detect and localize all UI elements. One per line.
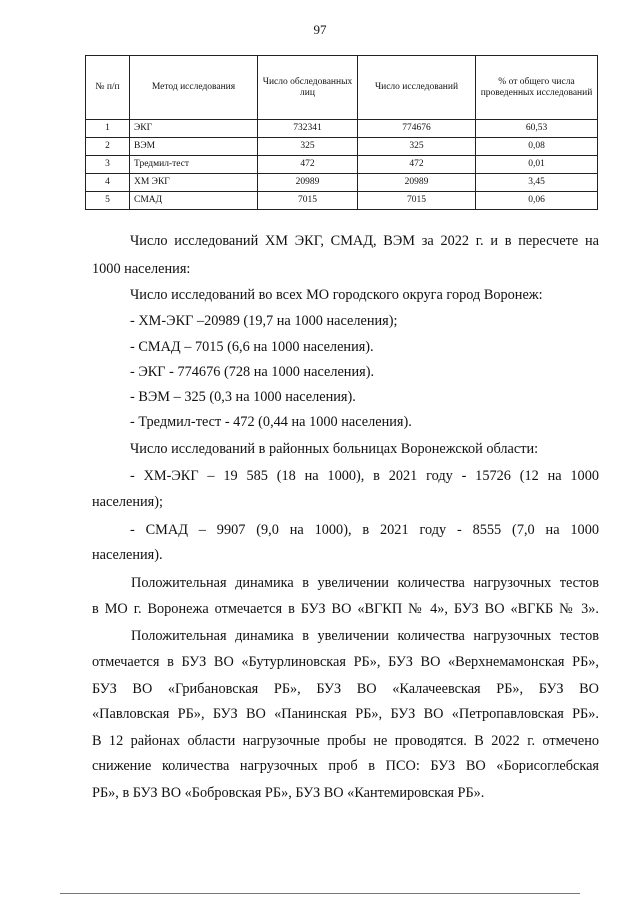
text-line: «Павловская РБ», БУЗ ВО «Панинская РБ», БУЗ ВО «Петропавловская РБ». bbox=[92, 706, 599, 722]
cell-number: 5 bbox=[86, 192, 130, 210]
text-line: Число исследований во всех МО городского округа город Воронеж: bbox=[130, 287, 543, 303]
cell-percent: 3,45 bbox=[476, 174, 598, 192]
text-line: - ВЭМ – 325 (0,3 на 1000 населения). bbox=[130, 389, 356, 405]
cell-number: 3 bbox=[86, 156, 130, 174]
header-method: Метод исследования bbox=[130, 56, 258, 120]
cell-studies: 325 bbox=[358, 138, 476, 156]
cell-method: Тредмил-тест bbox=[130, 156, 258, 174]
cell-number: 2 bbox=[86, 138, 130, 156]
text-line: в МО г. Воронежа отмечается в БУЗ ВО «ВГКП № 4», БУЗ ВО «ВГКБ № 3». bbox=[92, 601, 599, 617]
header-studies: Число исследований bbox=[358, 56, 476, 120]
methods-table bbox=[85, 55, 598, 210]
text-line: - ХМ-ЭКГ –20989 (19,7 на 1000 населения); bbox=[130, 313, 398, 329]
page-number: 97 bbox=[313, 22, 327, 37]
cell-method: ЭКГ bbox=[130, 120, 258, 138]
table-row bbox=[86, 174, 598, 192]
cell-number: 4 bbox=[86, 174, 130, 192]
header-percent: % от общего числа проведенных исследований bbox=[476, 56, 598, 120]
cell-percent: 0,06 bbox=[476, 192, 598, 210]
cell-method: ВЭМ bbox=[130, 138, 258, 156]
cell-percent: 0,08 bbox=[476, 138, 598, 156]
cell-method: ХМ ЭКГ bbox=[130, 174, 258, 192]
cell-persons: 472 bbox=[258, 156, 358, 174]
cell-persons: 7015 bbox=[258, 192, 358, 210]
cell-persons: 20989 bbox=[258, 174, 358, 192]
table-row bbox=[86, 138, 598, 156]
text-line: БУЗ ВО «Грибановская РБ», БУЗ ВО «Калачеевская РБ», БУЗ ВО bbox=[92, 681, 599, 697]
cell-studies: 774676 bbox=[358, 120, 476, 138]
header-number: № п/п bbox=[86, 56, 130, 120]
table-header-row bbox=[86, 56, 598, 120]
table-row bbox=[86, 156, 598, 174]
cell-persons: 732341 bbox=[258, 120, 358, 138]
text-line: В 12 районах области нагрузочные пробы не проводятся. В 2022 г. отмечено bbox=[92, 733, 599, 749]
text-line: - Тредмил-тест - 472 (0,44 на 1000 населения). bbox=[130, 414, 412, 430]
footer-divider bbox=[60, 893, 580, 894]
cell-persons: 325 bbox=[258, 138, 358, 156]
cell-number: 1 bbox=[86, 120, 130, 138]
text-line: Положительная динамика в увеличении количества нагрузочных тестов bbox=[131, 575, 599, 591]
text-line: - СМАД – 7015 (6,6 на 1000 населения). bbox=[130, 339, 374, 355]
text-line: РБ», в БУЗ ВО «Бобровская РБ», БУЗ ВО «Кантемировская РБ». bbox=[92, 785, 485, 801]
text-line: Положительная динамика в увеличении количества нагрузочных тестов bbox=[131, 628, 599, 644]
cell-method: СМАД bbox=[130, 192, 258, 210]
cell-studies: 472 bbox=[358, 156, 476, 174]
text-line: 1000 населения: bbox=[92, 261, 191, 277]
header-persons: Число обследованных лиц bbox=[258, 56, 358, 120]
text-line: населения); bbox=[92, 494, 163, 510]
table-row bbox=[86, 120, 598, 138]
text-line: - ХМ-ЭКГ – 19 585 (18 на 1000), в 2021 году - 15726 (12 на 1000 bbox=[130, 468, 599, 484]
cell-studies: 7015 bbox=[358, 192, 476, 210]
text-line: отмечается в БУЗ ВО «Бутурлиновская РБ», БУЗ ВО «Верхнемамонская РБ», bbox=[92, 654, 599, 670]
text-line: населения). bbox=[92, 547, 163, 563]
cell-percent: 0,01 bbox=[476, 156, 598, 174]
text-line: Число исследований в районных больницах Воронежской области: bbox=[130, 441, 539, 457]
text-line: - СМАД – 9907 (9,0 на 1000), в 2021 году - 8555 (7,0 на 1000 bbox=[130, 522, 599, 538]
text-line: Число исследований ХМ ЭКГ, СМАД, ВЭМ за 2022 г. и в пересчете на bbox=[130, 233, 599, 249]
table-row bbox=[86, 192, 598, 210]
cell-percent: 60,53 bbox=[476, 120, 598, 138]
text-line: снижение количества нагрузочных проб в ПСО: БУЗ ВО «Борисоглебская bbox=[92, 758, 599, 774]
cell-studies: 20989 bbox=[358, 174, 476, 192]
text-line: - ЭКГ - 774676 (728 на 1000 населения). bbox=[130, 364, 375, 380]
